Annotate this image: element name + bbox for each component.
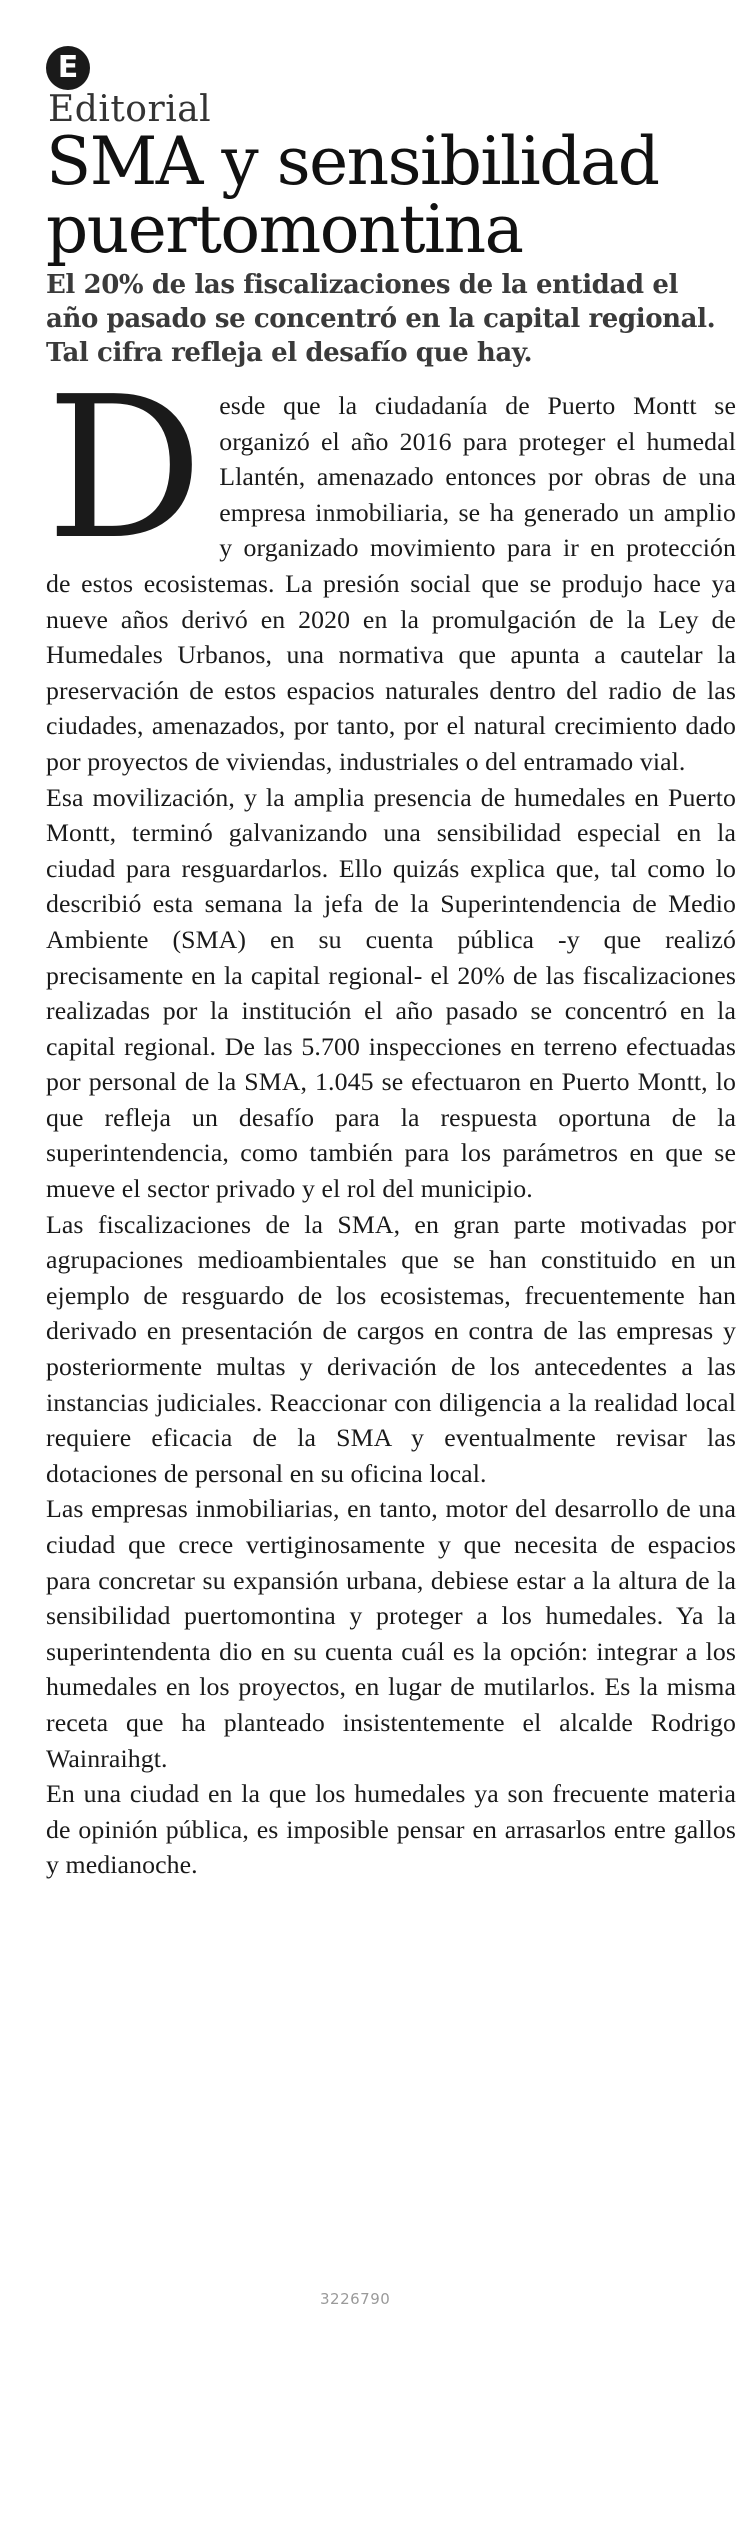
body-paragraph-text: esde que la ciudadanía de Puerto Montt se organizó el año 2016 para proteger el humedal Llantén, amenazado entonces por obras de una empresa inmobiliaria, se ha generado un amplio y organizado movimiento para ir en protección de estos ecosistemas. La presión social que se produjo hace ya nueve años derivó en 2020 en la promulgación de la Ley de Humedales Urbanos, una normativa que apunta a cautelar la preservación de estos espacios naturales dentro del radio de las ciudades, amenazados, por tanto, por el natural crecimiento dado por proyectos de viviendas, industriales o del entramado vial. <box>46 391 736 776</box>
headline: SMA y sensibilidad puertomontina <box>46 123 659 268</box>
body-paragraph: Las empresas inmobiliarias, en tanto, motor del desarrollo de una ciudad que crece vertiginosamente y que necesita de espacios para concretar su expansión urbana, debiese estar a la altura de la sensibilidad puertomontina y proteger a los humedales. Ya la superintendenta dio en su cuenta cuál es la opción: integrar a los humedales en los proyectos, en lugar de mutilarlos. Es la misma receta que ha planteado insistentemente el alcalde Rodrigo Wainraihgt. <box>46 1494 736 1773</box>
editorial-article <box>46 46 736 1883</box>
editorial-e-icon: E <box>46 46 90 90</box>
section-label: Editorial <box>48 89 212 130</box>
deck: El 20% de las fiscalizaciones de la entidad el año pasado se concentró en la capital regional. Tal cifra refleja el desafío que hay. <box>46 270 716 368</box>
body-paragraph: Las fiscalizaciones de la SMA, en gran parte motivadas por agrupaciones medioambientales que se han constituido en un ejemplo de resguardo de los ecosistemas, frecuentemente han derivado en presentación de cargos en contra de las empresas y posteriormente multas y derivación de los antecedentes a las instancias judiciales. Reaccionar con diligencia a la realidad local requiere eficacia de la SMA y eventualmente revisar las dotaciones de personal en su oficina local. <box>46 1209 736 1488</box>
body-paragraph <box>46 355 736 780</box>
drop-cap: D <box>46 355 204 583</box>
article-body <box>46 355 736 1883</box>
body-paragraph: Esa movilización, y la amplia presencia de humedales en Puerto Montt, terminó galvanizando una sensibilidad especial en la ciudad para resguardarlos. Ello quizás explica que, tal como lo describió esta semana la jefa de la Superintendencia de Medio Ambiente (SMA) en su cuenta pública -y que realizó precisamente en la capital regional- el 20% de las fiscalizaciones realizadas por la institución el año pasado se concentró en la capital regional. De las 5.700 inspecciones en terreno efectuadas por personal de la SMA, 1.045 se efectuaron en Puerto Montt, lo que refleja un desafío para la respuesta oportuna de la superintendencia, como también para los parámetros en que se mueve el sector privado y el rol del municipio. <box>46 782 736 1204</box>
clipping-id-watermark: 3226790 <box>320 2290 391 2308</box>
section-header <box>46 46 736 128</box>
body-paragraph: En una ciudad en la que los humedales ya son frecuente materia de opinión pública, es imposible pensar en arrasarlos entre gallos y medianoche. <box>46 1779 736 1880</box>
